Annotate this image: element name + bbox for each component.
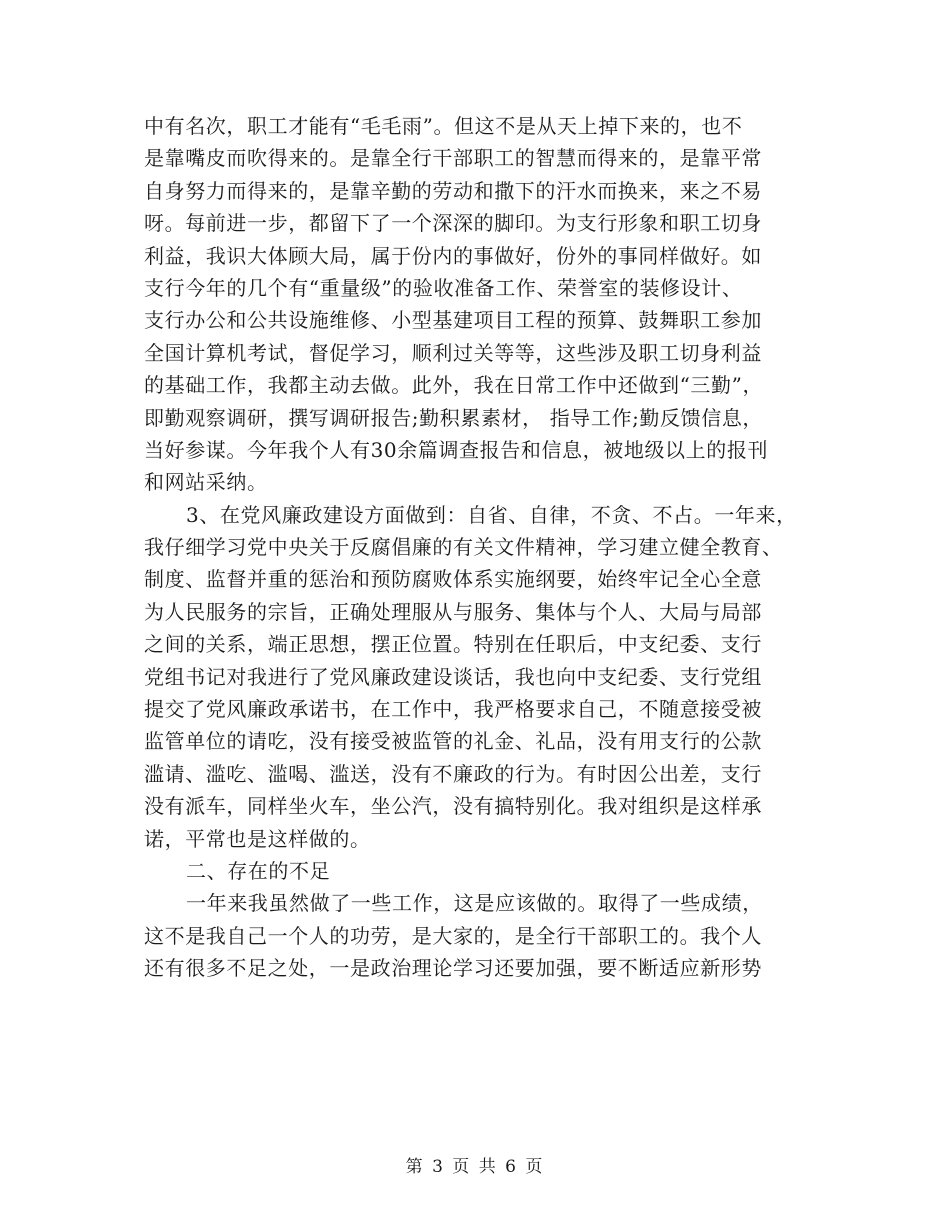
text-line: 滥请、滥吃、滥喝、滥送，没有不廉政的行为。有时因公出差，支行 (144, 761, 762, 786)
text-line: 提交了党风廉政承诺书，在工作中，我严格要求自己，不随意接受被 (144, 697, 762, 722)
text-line: 中有名次，职工才能有“毛毛雨”。但这不是从天上掉下来的，也不 (144, 114, 743, 138)
text-line: 支行今年的几个有“重量级”的验收准备工作、荣誉室的装修设计、 (144, 275, 743, 300)
text-line: 利益，我识大体顾大局，属于份内的事做好，份外的事同样做好。如 (144, 243, 762, 268)
text-line: 还有很多不足之处，一是政治理论学习还要加强，要不断适应新形势 (144, 956, 762, 981)
text-line: 之间的关系，端正思想，摆正位置。特别在任职后，中支纪委、支行 (144, 632, 762, 657)
text-line: 当好参谋。今年我个人有30余篇调查报告和信息，被地级以上的报刊 (144, 437, 769, 462)
text-line: 3、在党风廉政建设方面做到：自省、自律，不贪、不占。一年来， (186, 502, 797, 527)
text-line: 这不是我自己一个人的功劳，是大家的，是全行干部职工的。我个人 (144, 923, 762, 948)
text-line: 全国计算机考试，督促学习，顺利过关等等，这些涉及职工切身利益 (144, 340, 762, 365)
text-line: 支行办公和公共设施维修、小型基建项目工程的预算、鼓舞职工参加 (144, 308, 762, 333)
text-line: 是靠嘴皮而吹得来的。是靠全行干部职工的智慧而得来的，是靠平常 (144, 146, 762, 171)
text-line: 和网站采纳。 (144, 470, 268, 495)
document-body (144, 110, 834, 985)
text-line: 监管单位的请吃，没有接受被监管的礼金、礼品，没有用支行的公款 (144, 729, 762, 754)
text-line: 一年来我虽然做了一些工作，这是应该做的。取得了一些成绩， (186, 891, 763, 916)
text-line: 我仔细学习党中央关于反腐倡廉的有关文件精神，学习建立健全教育、 (144, 535, 783, 560)
text-line: 没有派车，同样坐火车，坐公汽，没有搞特别化。我对组织是这样承 (144, 794, 762, 819)
text-line: 为人民服务的宗旨，正确处理服从与服务、集体与个人、大局与局部 (144, 599, 762, 624)
text-line: 即勤观察调研，撰写调研报告;勤积累素材， 指导工作;勤反馈信息， (144, 405, 764, 430)
text-line: 二、存在的不足 (186, 858, 331, 883)
text-line: 的基础工作，我都主动去做。此外，我在日常工作中还做到“三勤”， (144, 373, 764, 398)
text-line: 党组书记对我进行了党风廉政建设谈话，我也向中支纪委、支行党组 (144, 664, 762, 689)
text-line: 自身努力而得来的，是靠辛勤的劳动和撒下的汗水而换来，来之不易 (144, 178, 762, 203)
page-footer: 第 3 页 共 6 页 (405, 1157, 545, 1177)
text-line: 制度、监督并重的惩治和预防腐败体系实施纲要，始终牢记全心全意 (144, 567, 762, 592)
text-line: 诺，平常也是这样做的。 (144, 826, 371, 851)
text-line: 呀。每前进一步，都留下了一个深深的脚印。为支行形象和职工切身 (144, 211, 762, 236)
